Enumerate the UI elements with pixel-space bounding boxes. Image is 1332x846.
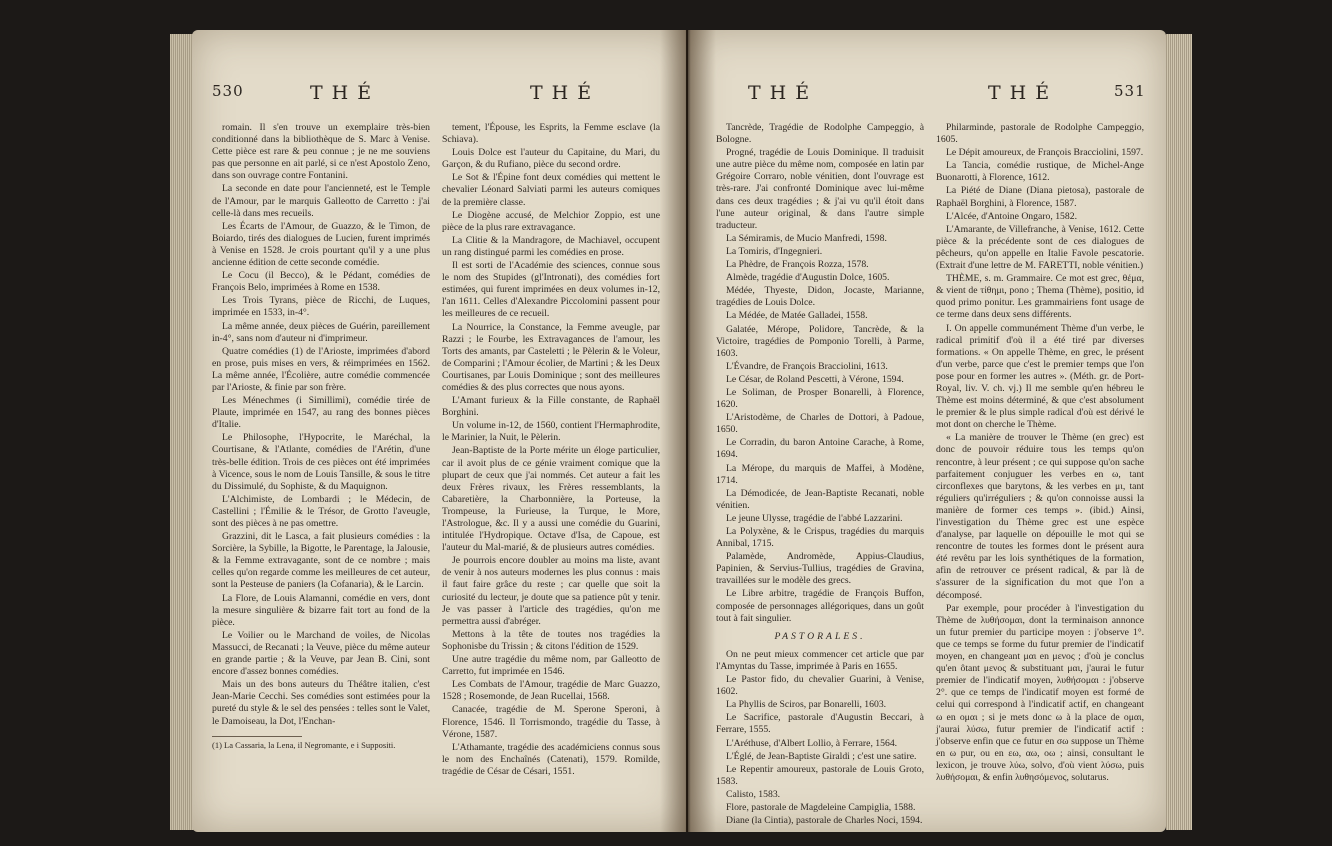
- running-head: THÉ: [748, 82, 819, 104]
- paragraph: Par exemple, pour procéder à l'investigation du Thème de λυθήσομαι, dont la terminaison annonce un futur premier du participe moyen : j'observe 1°. que ce temps se forme du futur premier de l'indicatif moyen, en changeant μαι en μενος ; d'où je conclus qu'en ôtant μενος & substituant μαι, j'aurai le futur premier de l'indicatif moyen, λυθήσομαι : j'observe 2°. que ce temps de l'indicatif moyen est formé de celui qui correspond à l'indicatif actif, en changeant ω en ομαι ; si je mets donc ω à la place de ομαι, j'aurai λύσω, futur premier de l'indicatif actif : j'observe enfin que ce futur en σω suppose un Thème en ω pur, ou en εω, αω, οω ; ainsi, consultant le lexicon, je trouve λύω, solvo, d'où vient λύσω, puis λυθήσομαι, & enfin λυθησόμενος, solutarus.: [936, 602, 1144, 783]
- running-head: THÉ: [310, 82, 381, 104]
- running-head: THÉ: [530, 82, 601, 104]
- paragraph: Les Combats de l'Amour, tragédie de Marc Guazzo, 1528 ; Rosemonde, de Jean Rucellai, 1568.: [442, 679, 660, 703]
- paragraph: Flore, pastorale de Magdeleine Campiglia, 1588.: [726, 801, 916, 813]
- running-head: THÉ: [988, 82, 1059, 104]
- paragraph: La Clitie & la Mandragore, de Machiavel, occupent un rang distingué parmi les comédies en prose.: [442, 234, 660, 258]
- paragraph: On ne peut mieux commencer cet article que par l'Amyntas du Tasse, imprimée à Paris en 1655.: [716, 648, 924, 672]
- paragraph: Le Voilier ou le Marchand de voiles, de Nicolas Massucci, de Recanati ; la Veuve, pièce du même auteur en grande partie ; & la Veuve, par Jean B. Cini, sont encore d'assez bonnes comédies.: [212, 629, 430, 678]
- paragraph: romain. Il s'en trouve un exemplaire très-bien conditionné dans la bibliothèque de S. Marc à Venise. Cette pièce est rare & peu connue ; je ne me souviens pas que personne en ait parlé, si ce n'est Apostolo Zeno, dans son ouvrage contre Fontanini.: [212, 122, 430, 182]
- paragraph: L'Amarante, de Villefranche, à Venise, 1612. Cette pièce & la précédente sont de ces dialogues de pêcheurs, qu'on appelle en Italie Favole pescatorie. (Extrait d'une lettre de M. FARETTI, noble vénitien.): [936, 223, 1144, 272]
- page-number: 530: [212, 82, 244, 100]
- paragraph: Le Diogène accusé, de Melchior Zoppio, est une pièce de la plus rare extravagance.: [442, 209, 660, 233]
- paragraph: L'Évandre, de François Bracciolini, 1613.: [726, 360, 888, 372]
- paragraph: La Démodicée, de Jean-Baptiste Recanati, noble vénitien.: [716, 487, 924, 511]
- right-page: [688, 30, 1166, 832]
- paragraph: La Nourrice, la Constance, la Femme aveugle, par Razzi ; le Fourbe, les Extravagances de l'amour, les Torts des amants, par Casteletti ; le Pèlerin & le Voleur, de Comparini ; l'Amour écolier, de Martini ; & les Deux Courtisanes, par Louis Dominique ; sont des meilleures comédies & des plus correctes que nous ayons.: [442, 321, 660, 393]
- paragraph: La Tomiris, d'Ingegnieri.: [726, 245, 823, 257]
- paragraph: La Piété de Diane (Diana pietosa), pastorale de Raphaël Borghini, à Florence, 1587.: [936, 185, 1144, 209]
- paragraph: La Tancia, comédie rustique, de Michel-Ange Buonarotti, à Florence, 1612.: [936, 160, 1144, 184]
- paragraph: Mettons à la tête de toutes nos tragédies la Sophonisbe du Trissin ; & citons l'édition de 1529.: [442, 628, 660, 652]
- page-number: 531: [1114, 82, 1146, 100]
- paragraph: La Médée, de Matée Galladei, 1558.: [726, 310, 868, 322]
- paragraph: L'Aristodème, de Charles de Dottori, à Padoue, 1650.: [716, 412, 924, 436]
- text-column-1: [212, 122, 431, 727]
- paragraph: tement, l'Épouse, les Esprits, la Femme esclave (la Schiava).: [442, 122, 660, 146]
- paragraph: Le Repentir amoureux, pastorale de Louis Groto, 1583.: [716, 763, 924, 787]
- paragraph: La Flore, de Louis Alamanni, comédie en vers, dont la mesure singulière & bizarre fait tort au fond de la pièce.: [212, 592, 430, 628]
- paragraph: L'Athamante, tragédie des académiciens connus sous le nom des Enchaînés (Catenati), 1579. Romilde, tragédie de César de Césari, 1551.: [442, 741, 660, 777]
- paragraph: Le Soliman, de Prosper Bonarelli, à Florence, 1620.: [716, 386, 924, 411]
- paragraph: Médée, Thyeste, Didon, Jocaste, Marianne, tragédies de Louis Dolce.: [716, 285, 924, 309]
- paragraph: La Phèdre, de François Rozza, 1578.: [726, 259, 869, 271]
- paragraph: Le Sot & l'Épine font deux comédies qui mettent le chevalier Léonard Salviati parmi les auteurs comiques de la première classe.: [442, 172, 660, 208]
- paragraph: Louis Dolce est l'auteur du Capitaine, du Mari, du Garçon, & du Rufiano, pièce du second ordre.: [442, 147, 660, 171]
- paragraph: Les Ménechmes (i Simillimi), comédie tirée de Plaute, imprimée en 1547, au rang des bonnes pièces d'Italie.: [212, 395, 430, 431]
- paragraph: Le Philosophe, l'Hypocrite, le Maréchal, la Courtisane, & l'Atlante, comédies de l'Arétin, d'une très-belle édition. Trois de ces pièces ont été imprimées à Vicence, sous le nom de Louis Tansille, & sous le titre du Dissimulé, du Sophiste, & du Maquignon.: [212, 432, 430, 492]
- paragraph: Jean-Baptiste de la Porte mérite un éloge particulier, car il avoit plus de ce génie vraiment comique que la plupart de ceux que j'ai nommés. Cet auteur a fait les deux Frères rivaux, les Frères ressemblants, la Cabaretière, la Charbonnière, la Porteuse, la Trompeuse, la Furieuse, la Turque, le More, l'Astrologue, &c. Il y a aussi une comédie du Guarini, intitulée l'Hydropique. Octave d'Isa, de Capoue, est l'auteur du Mal-marié, & de plusieurs autres comédies.: [442, 445, 660, 554]
- paragraph: Mais un des bons auteurs du Théâtre italien, c'est Jean-Marie Cecchi. Ses comédies sont estimées pour la pureté du style & le sel des pensées : telles sont le Valet, le Damoiseau, la Dot, l'Enchan-: [212, 679, 431, 727]
- paragraph: Une autre tragédie du même nom, par Galleotto de Carretto, fut imprimée en 1546.: [442, 654, 660, 678]
- paragraph: Diane (la Cintia), pastorale de Charles Noci, 1594.: [726, 815, 923, 827]
- paragraph: Le Cocu (il Becco), & le Pédant, comédies de François Belo, imprimées à Rome en 1538.: [212, 270, 430, 294]
- page-edges-right: [1166, 34, 1192, 830]
- text-column-2: [936, 122, 1144, 802]
- paragraph: Le César, de Roland Pescetti, à Vérone, 1594.: [726, 373, 904, 385]
- paragraph: Le jeune Ulysse, tragédie de l'abbé Lazzarini.: [726, 512, 903, 524]
- paragraph: Progné, tragédie de Louis Dominique. Il traduisit une autre pièce du même nom, composée en latin par Grégoire Corraro, noble vénitien, dont l'ouvrage est très-rare. J'ai confronté Dominique avec lui-même dans ces deux tragédies ; & j'ai vu qu'il étoit dans l'une auteur original, & dans l'autre simple traducteur.: [716, 147, 924, 231]
- paragraph: L'Amant furieux & la Fille constante, de Raphaël Borghini.: [442, 395, 660, 419]
- paragraph: Il est sorti de l'Académie des sciences, connue sous le nom des Stupides (gl'Intronati), des comédies fort estimées, qui furent imprimées en deux volumes in-12, l'an 1611. Celles d'Alexandre Piccolomini passent pour les meilleures de ce recueil.: [442, 260, 660, 320]
- book-gutter: [660, 30, 716, 832]
- paragraph: L'Églé, de Jean-Baptiste Giraldi ; c'est une satire.: [726, 750, 917, 762]
- paragraph: L'Alchimiste, de Lombardi ; le Médecin, de Castellini ; l'Émilie & le Trésor, de Grotto l'aveugle, sont des pièces à ne pas omettre.: [212, 493, 430, 529]
- paragraph: La Mérope, du marquis de Maffei, à Modène, 1714.: [716, 462, 924, 486]
- footnote: (1) La Cassaria, la Lena, il Negromante, e i Suppositi.: [212, 740, 396, 750]
- paragraph: « La manière de trouver le Thème (en grec) est donc de pouvoir réduire tous les temps qu'on rencontre, à leur présent ; ce qui suppose qu'on sache parfaitement conjuguer les verbes en ω, tant circonflexes que barytons, & les verbes en μι, tant réguliers qu'irréguliers ; & qu'on connoisse aussi la manière de former ces temps ». (ibid.) Ainsi, l'investigation du Thème grec est une espèce d'analyse, par laquelle on dépouille le mot qui se rencontre de toutes les formes dont le présent aura été revêtu par les lois synthétiques de la formation, afin de retrouver ce présent radical, & par là de s'assurer de la signification du mot que l'on a décomposé.: [936, 432, 1144, 601]
- paragraph: PASTORALES.: [774, 630, 866, 642]
- text-column-2: [442, 122, 660, 782]
- paragraph: Le Pastor fido, du chevalier Guarini, à Venise, 1602.: [716, 674, 924, 698]
- text-column-1: [716, 122, 924, 827]
- paragraph: La Phyllis de Sciros, par Bonarelli, 1603.: [726, 699, 887, 711]
- paragraph: Un volume in-12, de 1560, contient l'Hermaphrodite, le Marinier, la Nuit, le Pèlerin.: [442, 420, 660, 444]
- paragraph: L'Alcée, d'Antoine Ongaro, 1582.: [946, 210, 1078, 222]
- paragraph: THÈME, s. m. Grammaire. Ce mot est grec, θέμα, & vient de τίθημι, pono ; Thema (Thème), positio, id quod primo ponitur. Les grammairiens font usage de ce terme dans deux sens différents.: [936, 273, 1144, 321]
- paragraph: Canacée, tragédie de M. Sperone Speroni, à Florence, 1546. Il Torrismondo, tragédie du Tasse, à Vérone, 1587.: [442, 704, 660, 740]
- paragraph: Almède, tragédie d'Augustin Dolce, 1605.: [726, 272, 890, 284]
- paragraph: Le Corradin, du baron Antoine Carache, à Rome, 1694.: [716, 437, 924, 461]
- paragraph: Tancrède, Tragédie de Rodolphe Campeggio, à Bologne.: [716, 122, 924, 146]
- paragraph: Grazzini, dit le Lasca, a fait plusieurs comédies : la Sorcière, la Sybille, la Bigotte, le Parentage, la Jalousie, & la Femme extravagante, sont de ce nombre ; mais celles qu'on regarde comme les meilleures de cet auteur, sont la Pesteuse de paniers (la Cofanaria), & le Larcin.: [212, 531, 430, 591]
- paragraph: La Sémiramis, de Mucio Manfredi, 1598.: [726, 232, 887, 244]
- page-edges-left: [170, 34, 194, 830]
- paragraph: La seconde en date pour l'ancienneté, est le Temple de l'Amour, par le marquis Galleotto de Carretto : j'ai celle-là dans mes recueils.: [212, 183, 430, 219]
- paragraph: La Polyxène, & le Crispus, tragédies du marquis Annibal, 1715.: [716, 526, 924, 550]
- paragraph: Le Libre arbitre, tragédie de François Buffon, composée de personnages allégoriques, dans un goût tout à fait singulier.: [716, 588, 924, 624]
- paragraph: Les Trois Tyrans, pièce de Ricchi, de Luques, imprimée en 1533, in-4°.: [212, 295, 430, 319]
- paragraph: Philarminde, pastorale de Rodolphe Campeggio, 1605.: [936, 122, 1144, 146]
- paragraph: Je pourrois encore doubler au moins ma liste, avant de venir à nos auteurs modernes les plus connus : mais il faut faire grâce du reste ; car quelle que soit la curiosité du lecteur, je doute que sa patience pût y tenir. Je vas passer à l'article des tragédies, qu'on me permettra aussi d'abréger.: [442, 555, 660, 627]
- paragraph: I. On appelle communément Thème d'un verbe, le radical primitif d'où il a été tiré par diverses formations. « On appelle Thème, en grec, le présent d'un verbe, parce que c'est le premier temps que l'on pose pour en former les autres ». (Méth. gr. de Port-Royal, liv. V. ch. vj.) Il me semble qu'en hébreu le Thème est moins déterminé, & que c'est absolument le premier & le plus simple radical d'où est dérivé le mot dont on cherche le Thème.: [936, 322, 1144, 431]
- paragraph: Calisto, 1583.: [726, 788, 781, 800]
- paragraph: Le Sacrifice, pastorale d'Augustin Beccari, à Ferrare, 1555.: [716, 712, 924, 736]
- paragraph: Quatre comédies (1) de l'Arioste, imprimées d'abord en prose, puis mises en vers, & réimprimées en 1562. La même année, l'Écolière, autre comédie commencée par l'Arioste, & finie par son frère.: [212, 345, 430, 393]
- paragraph: Galatée, Mérope, Polidore, Tancrède, & la Victoire, tragédies de Pomponio Torelli, à Parme, 1603.: [716, 323, 924, 359]
- paragraph: Palamède, Andromède, Appius-Claudius, Papinien, & Servius-Tullius, tragédies de Gravina, travaillées sur le modèle des grecs.: [716, 551, 924, 587]
- paragraph: L'Aréthuse, d'Albert Lollio, à Ferrare, 1564.: [726, 737, 898, 749]
- paragraph: Le Dépit amoureux, de François Bracciolini, 1597.: [946, 147, 1144, 159]
- footnote-rule: [212, 736, 302, 737]
- paragraph: La même année, deux pièces de Guérin, pareillement in-4°, sans nom d'auteur ni d'imprimeur.: [212, 320, 430, 344]
- left-page: [192, 30, 686, 832]
- paragraph: Les Écarts de l'Amour, de Guazzo, & le Timon, de Boiardo, tirés des dialogues de Lucien, furent imprimés à Venise en 1528. Je crois pourtant qu'il y a une plus ancienne édition de cette seconde comédie.: [212, 220, 430, 269]
